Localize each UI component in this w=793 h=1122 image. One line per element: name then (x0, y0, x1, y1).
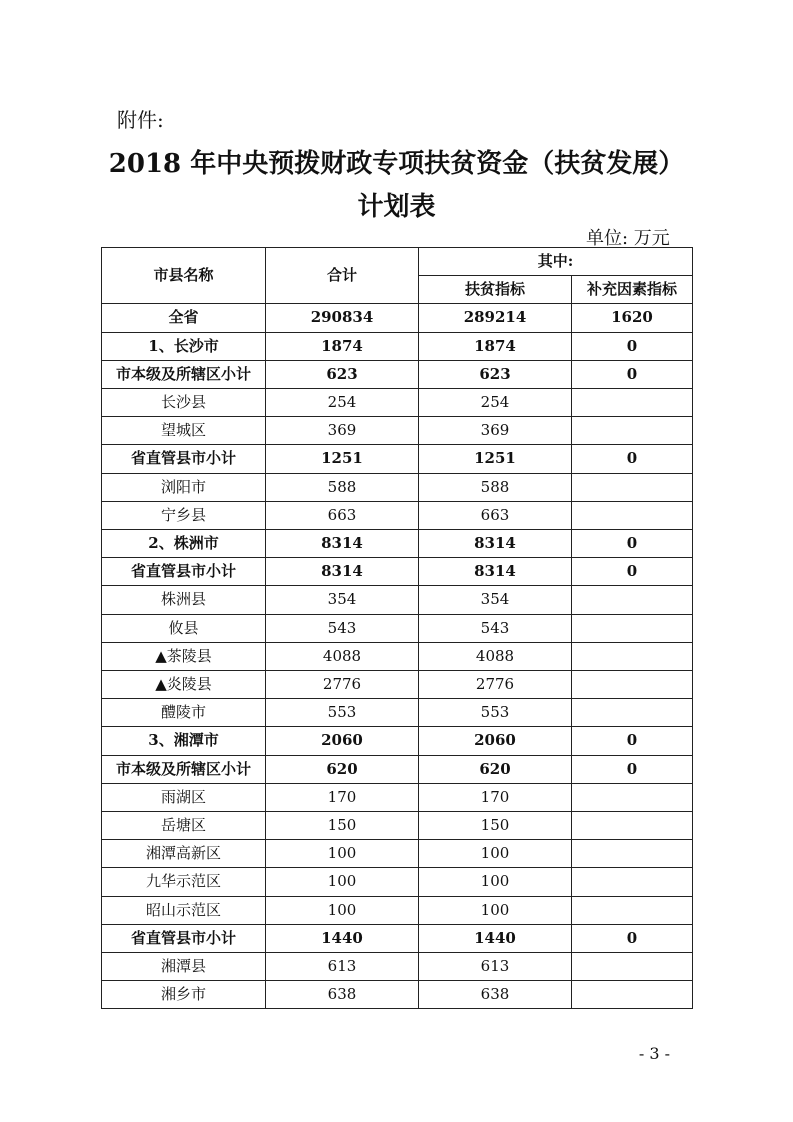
cell-poverty: 663 (419, 501, 572, 529)
table-row (102, 417, 693, 445)
table-row (102, 981, 693, 1009)
table-row (102, 389, 693, 417)
cell-total: 1874 (266, 332, 419, 360)
cell-name: 昭山示范区 (102, 896, 266, 924)
cell-name: 浏阳市 (102, 473, 266, 501)
cell-supplement (572, 501, 693, 529)
cell-poverty: 100 (419, 840, 572, 868)
cell-supplement (572, 389, 693, 417)
cell-poverty: 2776 (419, 671, 572, 699)
cell-name: 3、湘潭市 (102, 727, 266, 755)
table-row (102, 558, 693, 586)
table-row (102, 530, 693, 558)
cell-total: 170 (266, 783, 419, 811)
cell-total: 8314 (266, 530, 419, 558)
document-title: 2018 年中央预拨财政专项扶贫资金（扶贫发展） (108, 149, 685, 179)
cell-total: 354 (266, 586, 419, 614)
table-row (102, 868, 693, 896)
cell-total: 623 (266, 360, 419, 388)
cell-poverty: 613 (419, 953, 572, 981)
cell-supplement: 0 (572, 924, 693, 952)
cell-total: 8314 (266, 558, 419, 586)
cell-poverty: 8314 (419, 530, 572, 558)
cell-total: 588 (266, 473, 419, 501)
table-row (102, 727, 693, 755)
header-of-which: 其中: (419, 248, 693, 276)
table-row (102, 896, 693, 924)
attachment-label: 附件: (117, 108, 164, 132)
table-row (102, 304, 693, 332)
cell-supplement: 0 (572, 332, 693, 360)
cell-supplement (572, 953, 693, 981)
table-row (102, 614, 693, 642)
cell-poverty: 170 (419, 783, 572, 811)
cell-name: 九华示范区 (102, 868, 266, 896)
table-row (102, 671, 693, 699)
table-row (102, 924, 693, 952)
table-row (102, 473, 693, 501)
cell-name: ▲茶陵县 (102, 642, 266, 670)
table-row (102, 699, 693, 727)
table-row (102, 755, 693, 783)
cell-name: 省直管县市小计 (102, 445, 266, 473)
cell-name: 2、株洲市 (102, 530, 266, 558)
cell-total: 663 (266, 501, 419, 529)
cell-supplement (572, 812, 693, 840)
header-name: 市县名称 (102, 248, 266, 304)
cell-name: 市本级及所辖区小计 (102, 360, 266, 388)
cell-total: 100 (266, 868, 419, 896)
cell-poverty: 254 (419, 389, 572, 417)
cell-name: 长沙县 (102, 389, 266, 417)
cell-total: 100 (266, 896, 419, 924)
cell-poverty: 1251 (419, 445, 572, 473)
cell-name: 湘潭高新区 (102, 840, 266, 868)
cell-name: 雨湖区 (102, 783, 266, 811)
header-supplement-index: 补充因素指标 (572, 276, 693, 304)
cell-supplement (572, 642, 693, 670)
cell-name: 醴陵市 (102, 699, 266, 727)
cell-supplement: 0 (572, 445, 693, 473)
unit-label: 单位: 万元 (586, 228, 670, 249)
cell-supplement: 0 (572, 558, 693, 586)
cell-poverty: 1440 (419, 924, 572, 952)
table-row (102, 840, 693, 868)
cell-poverty: 289214 (419, 304, 572, 332)
cell-poverty: 8314 (419, 558, 572, 586)
cell-supplement (572, 671, 693, 699)
cell-supplement: 0 (572, 360, 693, 388)
cell-name: 省直管县市小计 (102, 558, 266, 586)
cell-total: 2060 (266, 727, 419, 755)
cell-total: 290834 (266, 304, 419, 332)
cell-poverty: 100 (419, 868, 572, 896)
cell-name: ▲炎陵县 (102, 671, 266, 699)
table-row (102, 642, 693, 670)
cell-total: 553 (266, 699, 419, 727)
cell-supplement: 0 (572, 755, 693, 783)
cell-name: 1、长沙市 (102, 332, 266, 360)
table-row (102, 501, 693, 529)
table-row (102, 586, 693, 614)
page-number: - 3 - (638, 1044, 671, 1063)
cell-name: 株洲县 (102, 586, 266, 614)
cell-total: 2776 (266, 671, 419, 699)
cell-poverty: 150 (419, 812, 572, 840)
cell-supplement (572, 981, 693, 1009)
table-row (102, 812, 693, 840)
cell-name: 省直管县市小计 (102, 924, 266, 952)
cell-name: 攸县 (102, 614, 266, 642)
cell-name: 岳塘区 (102, 812, 266, 840)
cell-total: 254 (266, 389, 419, 417)
cell-supplement (572, 783, 693, 811)
header-total: 合计 (266, 248, 419, 304)
cell-supplement: 0 (572, 727, 693, 755)
cell-poverty: 553 (419, 699, 572, 727)
cell-poverty: 620 (419, 755, 572, 783)
cell-poverty: 100 (419, 896, 572, 924)
cell-supplement (572, 840, 693, 868)
table-row (102, 953, 693, 981)
cell-supplement (572, 896, 693, 924)
cell-total: 4088 (266, 642, 419, 670)
cell-total: 620 (266, 755, 419, 783)
cell-supplement (572, 868, 693, 896)
cell-name: 市本级及所辖区小计 (102, 755, 266, 783)
cell-total: 1440 (266, 924, 419, 952)
cell-poverty: 354 (419, 586, 572, 614)
cell-name: 望城区 (102, 417, 266, 445)
table-row (102, 445, 693, 473)
table-row (102, 360, 693, 388)
cell-supplement: 1620 (572, 304, 693, 332)
cell-supplement (572, 614, 693, 642)
cell-name: 湘乡市 (102, 981, 266, 1009)
header-poverty-index: 扶贫指标 (419, 276, 572, 304)
funding-table (101, 247, 693, 1009)
cell-total: 100 (266, 840, 419, 868)
cell-name: 宁乡县 (102, 501, 266, 529)
page-number-wrap (0, 1044, 793, 1063)
cell-total: 369 (266, 417, 419, 445)
cell-total: 150 (266, 812, 419, 840)
cell-supplement (572, 586, 693, 614)
cell-supplement (572, 473, 693, 501)
cell-poverty: 4088 (419, 642, 572, 670)
document-title-line2: 计划表 (357, 192, 436, 222)
cell-poverty: 623 (419, 360, 572, 388)
cell-supplement (572, 699, 693, 727)
cell-poverty: 1874 (419, 332, 572, 360)
table-row (102, 783, 693, 811)
cell-total: 638 (266, 981, 419, 1009)
cell-poverty: 588 (419, 473, 572, 501)
cell-total: 613 (266, 953, 419, 981)
cell-supplement (572, 417, 693, 445)
table-row (102, 332, 693, 360)
cell-poverty: 2060 (419, 727, 572, 755)
cell-supplement: 0 (572, 530, 693, 558)
cell-name: 全省 (102, 304, 266, 332)
cell-poverty: 543 (419, 614, 572, 642)
cell-poverty: 369 (419, 417, 572, 445)
cell-total: 1251 (266, 445, 419, 473)
cell-name: 湘潭县 (102, 953, 266, 981)
cell-poverty: 638 (419, 981, 572, 1009)
cell-total: 543 (266, 614, 419, 642)
